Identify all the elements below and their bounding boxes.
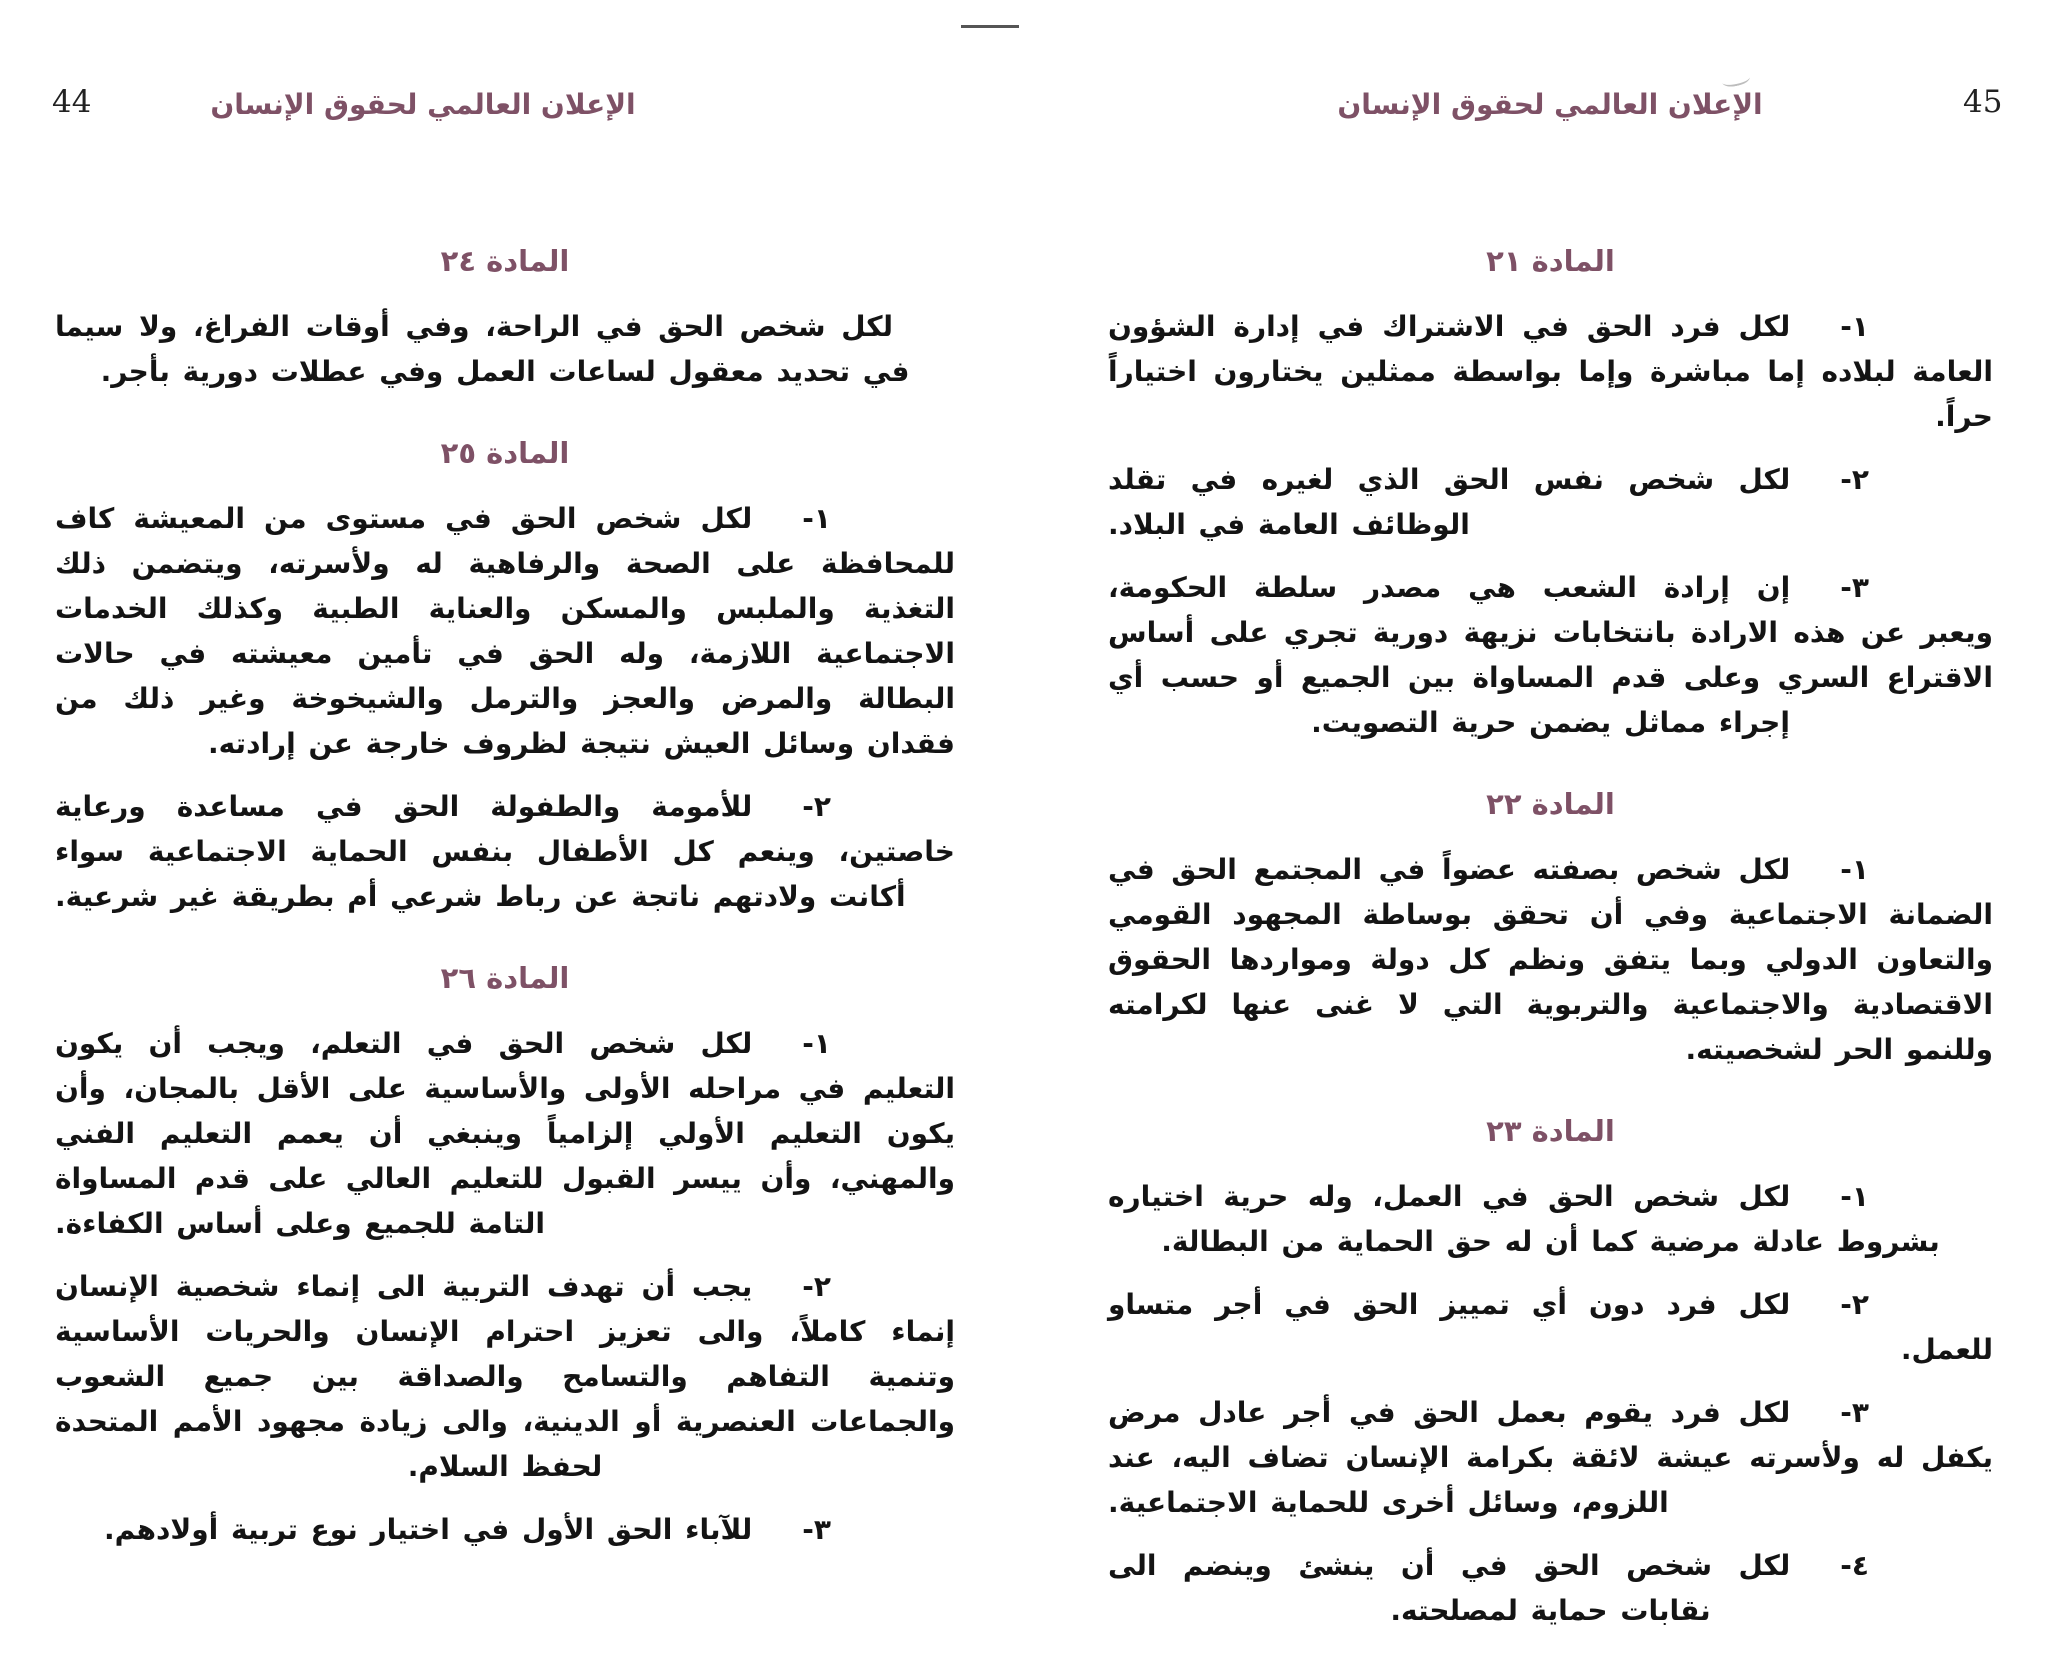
- article-24-clause-1: [55, 304, 955, 394]
- article-23-clause-3: [1108, 1390, 1993, 1525]
- clause-number: ١-: [802, 1027, 831, 1060]
- running-title-left: الإعلان العالمي لحقوق الإنسان: [210, 88, 636, 121]
- page-number-left: 44: [52, 84, 92, 120]
- page-number-right: 45: [1963, 84, 2003, 120]
- clause-text: للآباء الحق الأول في اختيار نوع تربية أولادهم.: [104, 1513, 753, 1546]
- clause-text: لكل فرد دون أي تمييز الحق في أجر متساو للعمل.: [1108, 1288, 1993, 1366]
- clause-number: ٤-: [1840, 1549, 1869, 1582]
- article-23-clause-2: [1108, 1282, 1993, 1372]
- article-22-heading: المادة ٢٢: [1486, 787, 1615, 821]
- running-title-right: الإعلان العالمي لحقوق الإنسان: [1337, 88, 1763, 121]
- article-24-heading: المادة ٢٤: [440, 244, 570, 278]
- clause-number: ١-: [802, 502, 831, 535]
- clause-text: لكل فرد الحق في الاشتراك في إدارة الشؤون العامة لبلاده إما مباشرة وإما بواسطة ممثلين يختارون اختياراً حراً.: [1108, 310, 1993, 433]
- clause-text: لكل شخص الحق في أن ينشئ وينضم الى نقابات حماية لمصلحته.: [1108, 1549, 1791, 1627]
- article-21-heading: المادة ٢١: [1486, 244, 1615, 278]
- clause-number: ١-: [1840, 310, 1869, 343]
- clause-number: ١-: [1840, 1180, 1869, 1213]
- clause-number: ٣-: [1840, 571, 1869, 604]
- clause-text: لكل شخص الحق في العمل، وله حرية اختياره بشروط عادلة مرضية كما أن له حق الحماية من البطالة.: [1108, 1180, 1940, 1258]
- text-column-left: [55, 230, 955, 1570]
- clause-text: لكل فرد يقوم بعمل الحق في أجر عادل مرض يكفل له ولأسرته عيشة لائقة بكرامة الإنسان تضاف اليه، عند اللزوم، وسائل أخرى للحماية الاجتماعية.: [1108, 1396, 1993, 1519]
- clause-number: ٢-: [802, 790, 831, 823]
- clause-number: ٢-: [1840, 463, 1869, 496]
- clause-number: ٣-: [802, 1513, 831, 1546]
- article-22-clause-1: [1108, 847, 1993, 1072]
- article-23-clause-1: [1108, 1174, 1993, 1264]
- clause-text: لكل شخص نفس الحق الذي لغيره في تقلد الوظائف العامة في البلاد.: [1108, 463, 1791, 541]
- article-25-heading: المادة ٢٥: [440, 436, 570, 470]
- article-23-heading: المادة ٢٣: [1486, 1114, 1615, 1148]
- clause-text: لكل شخص بصفته عضواً في المجتمع الحق في الضمانة الاجتماعية وفي أن تحقق بوساطة المجهود القومي والتعاون الدولي وبما يتفق ونظم كل دولة ومواردها الحقوق الاقتصادية والاجتماعية والتربوية التي لا غنى عنها لكرامته وللنمو الحر لشخصيته.: [1108, 853, 1993, 1066]
- page-45: [1024, 0, 2048, 1664]
- clause-text: يجب أن تهدف التربية الى إنماء شخصية الإنسان إنماء كاملاً، والى تعزيز احترام الإنسان والحريات الأساسية وتنمية التفاهم والتسامح والصداقة بين جميع الشعوب والجماعات العنصرية أو الدينية، والى زيادة مجهود الأمم المتحدة لحفظ السلام.: [55, 1270, 955, 1483]
- clause-text: إن إرادة الشعب هي مصدر سلطة الحكومة، ويعبر عن هذه الارادة بانتخابات نزيهة دورية تجري على أساس الاقتراع السري وعلى قدم المساواة بين الجميع أو حسب أي إجراء مماثل يضمن حرية التصويت.: [1108, 571, 1993, 739]
- article-21-clause-3: [1108, 565, 1993, 745]
- article-26-clause-3: [55, 1507, 955, 1552]
- clause-number: ٢-: [802, 1270, 831, 1303]
- article-25-clause-2: [55, 784, 955, 919]
- clause-number: ٢-: [1840, 1288, 1869, 1321]
- article-26-clause-1: [55, 1021, 955, 1246]
- article-26-clause-2: [55, 1264, 955, 1489]
- article-21-clause-2: [1108, 457, 1993, 547]
- clause-text: للأمومة والطفولة الحق في مساعدة ورعاية خاصتين، وينعم كل الأطفال بنفس الحماية الاجتماعية سواء أكانت ولادتهم ناتجة عن رباط شرعي أم بطريقة غير شرعية.: [55, 790, 955, 913]
- article-23-clause-4: [1108, 1543, 1993, 1633]
- clause-number: ١-: [1840, 853, 1869, 886]
- clause-text: لكل شخص الحق في مستوى من المعيشة كاف للمحافظة على الصحة والرفاهية له ولأسرته، ويتضمن ذلك التغذية والملبس والمسكن والعناية الطبية وكذلك الخدمات الاجتماعية اللازمة، وله الحق في تأمين معيشته في حالات البطالة والمرض والعجز والترمل والشيخوخة وغير ذلك من فقدان وسائل العيش نتيجة لظروف خارجة عن إرادته.: [55, 502, 955, 760]
- text-column-right: [1108, 230, 1993, 1651]
- clause-text: لكل شخص الحق في الراحة، وفي أوقات الفراغ، ولا سيما في تحديد معقول لساعات العمل وفي عطلات دورية بأجر.: [55, 310, 910, 388]
- article-26-heading: المادة ٢٦: [440, 961, 570, 995]
- clause-text: لكل شخص الحق في التعلم، ويجب أن يكون التعليم في مراحله الأولى والأساسية على الأقل بالمجان، وأن يكون التعليم الأولي إلزامياً وينبغي أن يعمم التعليم الفني والمهني، وأن ييسر القبول للتعليم العالي على قدم المساواة التامة للجميع وعلى أساس الكفاءة.: [55, 1027, 955, 1240]
- article-25-clause-1: [55, 496, 955, 766]
- article-21-clause-1: [1108, 304, 1993, 439]
- clause-number: ٣-: [1840, 1396, 1869, 1429]
